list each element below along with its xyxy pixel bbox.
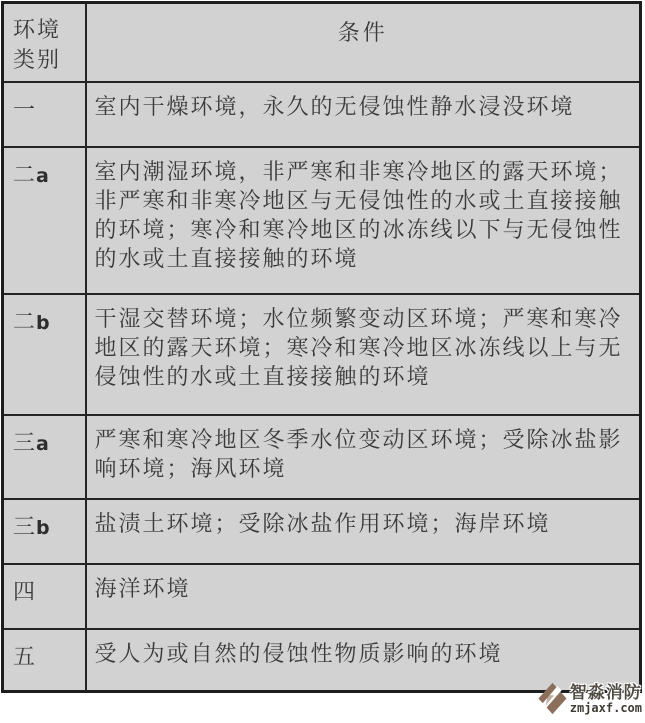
category-cell bbox=[3, 629, 86, 692]
condition-cell: 受人为或自然的侵蚀性物质影响的环境 bbox=[86, 629, 641, 692]
zhimiao-logo-icon bbox=[536, 680, 569, 717]
category-header-line2: 类别 bbox=[13, 47, 62, 72]
category-label: 五 bbox=[13, 643, 37, 669]
table-row bbox=[3, 499, 641, 564]
condition-cell: 盐渍土环境；受除冰盐作用环境；海岸环境 bbox=[86, 499, 641, 564]
condition-header: 条件 bbox=[86, 3, 641, 82]
category-suffix: a bbox=[36, 164, 50, 187]
category-cell bbox=[3, 564, 86, 629]
watermark-site: zmjaxf.com bbox=[569, 700, 642, 715]
watermark bbox=[536, 680, 642, 717]
category-label: 三 bbox=[13, 429, 37, 455]
condition-cell: 严寒和寒冷地区冬季水位变动区环境；受除冰盐影响环境；海风环境 bbox=[86, 415, 641, 499]
category-suffix: a bbox=[36, 432, 50, 455]
watermark-text bbox=[570, 684, 642, 714]
category-label: 二 bbox=[13, 308, 37, 334]
category-label: 二 bbox=[13, 161, 37, 187]
condition-cell: 室内干燥环境，永久的无侵蚀性静水浸没环境 bbox=[86, 82, 641, 147]
condition-cell: 海洋环境 bbox=[86, 564, 641, 629]
category-cell bbox=[3, 82, 86, 147]
category-label: 四 bbox=[13, 578, 37, 604]
condition-cell: 干湿交替环境；水位频繁变动区环境；严寒和寒冷地区的露天环境；寒冷和寒冷地区冰冻线以上与无侵蚀性的水或土直接接触的环境 bbox=[86, 294, 641, 415]
table-header-row bbox=[3, 3, 641, 82]
table-row bbox=[3, 294, 641, 415]
category-suffix: b bbox=[36, 311, 51, 334]
category-label: 一 bbox=[13, 96, 37, 122]
category-cell bbox=[3, 294, 86, 415]
table-row bbox=[3, 415, 641, 499]
condition-cell: 室内潮湿环境，非严寒和非寒冷地区的露天环境；非严寒和非寒冷地区与无侵蚀性的水或土直接接触的环境；寒冷和寒冷地区的冰冻线以下与无侵蚀性的水或土直接接触的环境 bbox=[86, 147, 641, 294]
watermark-brand: 智淼消防 bbox=[569, 682, 642, 702]
table-row bbox=[3, 147, 641, 294]
category-cell bbox=[3, 415, 86, 499]
environment-category-table bbox=[1, 1, 642, 693]
category-header-line1: 环境 bbox=[13, 17, 62, 42]
category-suffix: b bbox=[36, 516, 51, 539]
table-row bbox=[3, 82, 641, 147]
category-cell bbox=[3, 147, 86, 294]
category-header bbox=[3, 3, 86, 82]
category-label: 三 bbox=[13, 513, 37, 539]
category-cell bbox=[3, 499, 86, 564]
table-row bbox=[3, 564, 641, 629]
